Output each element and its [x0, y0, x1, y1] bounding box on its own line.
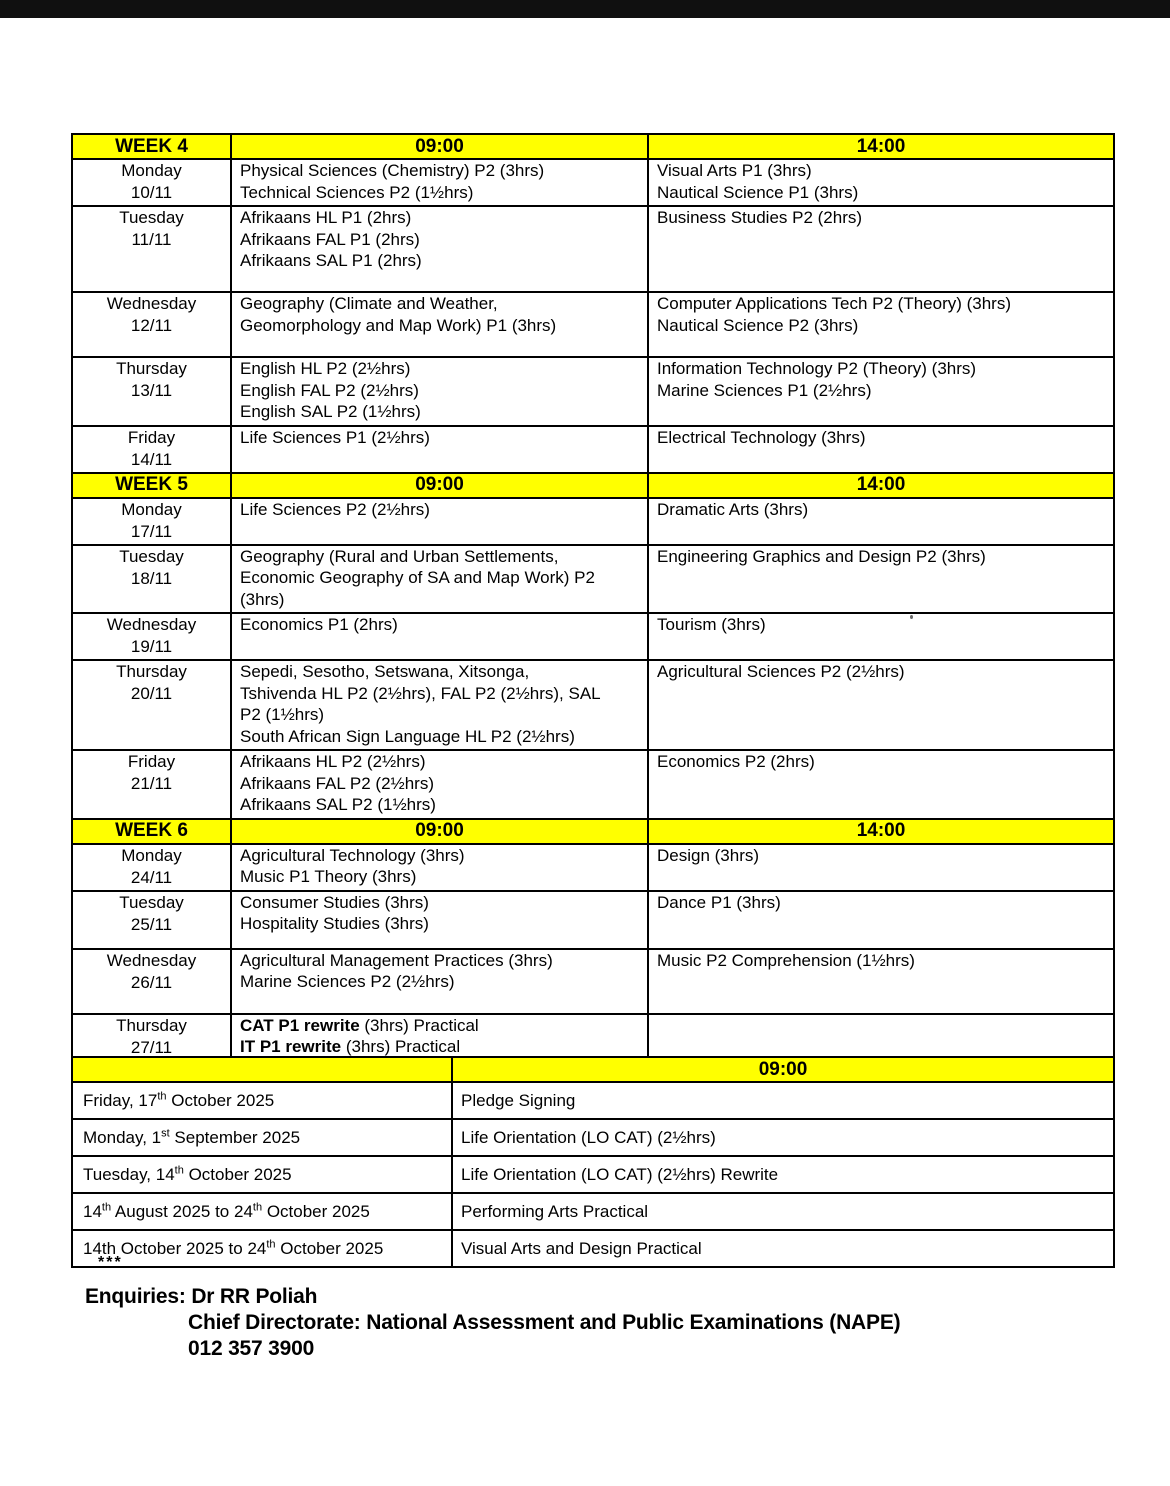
- day-name: Thursday: [116, 662, 187, 681]
- exam-entry: English HL P2 (2½hrs): [240, 359, 411, 378]
- day-date: 13/11: [130, 381, 173, 400]
- morning-exams: [231, 891, 648, 949]
- footnote-asterisks: ***: [98, 1254, 123, 1271]
- exam-entry: Marine Sciences P2 (2½hrs): [240, 972, 455, 991]
- exam-entry: Business Studies P2 (2hrs): [657, 208, 863, 227]
- exam-row: [72, 159, 1114, 206]
- morning-exams: [231, 206, 648, 292]
- afternoon-exams: [648, 206, 1114, 292]
- assessment-row: [72, 1082, 1114, 1119]
- exam-entry: P2 (1½hrs): [240, 705, 325, 724]
- exam-row: [72, 1014, 1114, 1061]
- day-cell: [72, 891, 231, 949]
- day-cell: [72, 613, 231, 660]
- day-name: Tuesday: [119, 892, 184, 912]
- assessment-name: Pledge Signing: [452, 1082, 1114, 1119]
- morning-exams: [231, 660, 648, 750]
- exam-entry: Geomorphology and Map Work) P1 (3hrs): [240, 315, 557, 335]
- day-date: 18/11: [130, 568, 173, 588]
- exam-entry: Hospitality Studies (3hrs): [240, 914, 429, 933]
- exam-row: [72, 844, 1114, 891]
- day-date: 24/11: [130, 867, 173, 887]
- afternoon-exams: [648, 357, 1114, 426]
- assessment-row: [72, 1193, 1114, 1230]
- day-date: 19/11: [130, 637, 173, 656]
- week-label: WEEK 5: [72, 473, 231, 498]
- day-name: Friday: [127, 427, 176, 447]
- morning-exams: [231, 357, 648, 426]
- exam-entry: Agricultural Sciences P2 (2½hrs): [657, 662, 905, 681]
- day-name: Wednesday: [106, 615, 197, 634]
- day-name: Thursday: [116, 1015, 187, 1035]
- exam-entry: South African Sign Language HL P2 (2½hrs): [240, 726, 575, 746]
- date-range: Friday, 17th October 2025: [72, 1082, 452, 1119]
- exam-entry: Technical Sciences P2 (1½hrs): [240, 182, 474, 202]
- day-cell: [72, 206, 231, 292]
- exam-row: [72, 750, 1114, 819]
- day-name: Monday: [121, 499, 182, 519]
- day-date: 21/11: [130, 774, 173, 793]
- day-name: Friday: [127, 752, 176, 771]
- afternoon-exams: [648, 426, 1114, 473]
- exam-entry: Music P2 Comprehension (1½hrs): [657, 950, 915, 970]
- exam-row: [72, 498, 1114, 545]
- exam-entry: CAT P1 rewrite (3hrs) Practical: [240, 1015, 479, 1035]
- exam-entry: Physical Sciences (Chemistry) P2 (3hrs): [240, 161, 545, 180]
- morning-exams: [231, 1014, 648, 1061]
- day-name: Wednesday: [106, 294, 197, 313]
- morning-exams: [231, 426, 648, 473]
- exam-entry: Dramatic Arts (3hrs): [657, 499, 809, 519]
- extra-header-0900: 09:00: [452, 1057, 1114, 1082]
- day-cell: [72, 660, 231, 750]
- exam-entry: Nautical Science P1 (3hrs): [657, 182, 859, 202]
- exam-entry: Electrical Technology (3hrs): [657, 427, 866, 447]
- assessment-name: Life Orientation (LO CAT) (2½hrs) Rewrite: [452, 1156, 1114, 1193]
- day-cell: [72, 426, 231, 473]
- day-name: Monday: [121, 161, 182, 180]
- enquiries-label: Enquiries:: [85, 1285, 186, 1308]
- day-cell: [72, 545, 231, 614]
- day-date: 17/11: [130, 521, 173, 541]
- date-range: Monday, 1st September 2025: [72, 1119, 452, 1156]
- day-date: 20/11: [130, 684, 173, 703]
- morning-exams: [231, 613, 648, 660]
- exam-entry: Afrikaans SAL P2 (1½hrs): [240, 795, 436, 814]
- exam-entry: English FAL P2 (2½hrs): [240, 380, 419, 400]
- session-time-1400: 14:00: [648, 819, 1114, 844]
- assessment-row: [72, 1119, 1114, 1156]
- afternoon-exams: [648, 159, 1114, 206]
- afternoon-exams: [648, 498, 1114, 545]
- extra-header-row: [72, 1057, 1114, 1082]
- exam-entry: Economic Geography of SA and Map Work) P2: [240, 568, 595, 587]
- exam-entry: Life Sciences P1 (2½hrs): [240, 427, 430, 447]
- date-range: 14th October 2025 to 24th October 2025: [72, 1230, 452, 1267]
- day-cell: [72, 292, 231, 357]
- day-name: Tuesday: [119, 546, 184, 566]
- extra-header-blank: [72, 1057, 452, 1082]
- day-cell: [72, 159, 231, 206]
- morning-exams: [231, 844, 648, 891]
- week-label: WEEK 6: [72, 819, 231, 844]
- day-date: 27/11: [130, 1037, 173, 1057]
- exam-entry: Visual Arts P1 (3hrs): [657, 161, 812, 180]
- day-date: 25/11: [130, 914, 173, 934]
- exam-row: [72, 545, 1114, 614]
- exam-entry: IT P1 rewrite (3hrs) Practical: [240, 1037, 461, 1056]
- exam-entry: Tshivenda HL P2 (2½hrs), FAL P2 (2½hrs), SAL: [240, 683, 601, 703]
- exam-entry: Afrikaans HL P2 (2½hrs): [240, 752, 426, 771]
- session-time-1400: 14:00: [648, 473, 1114, 498]
- exam-entry: Engineering Graphics and Design P2 (3hrs): [657, 546, 986, 566]
- assessment-row: [72, 1230, 1114, 1267]
- enquiries-line: [85, 1284, 900, 1310]
- exam-entry: Agricultural Management Practices (3hrs): [240, 950, 553, 970]
- afternoon-exams: [648, 891, 1114, 949]
- exam-entry: Afrikaans HL P1 (2hrs): [240, 208, 412, 227]
- afternoon-exams: [648, 545, 1114, 614]
- exam-row: [72, 891, 1114, 949]
- exam-entry: Life Sciences P2 (2½hrs): [240, 499, 430, 519]
- exam-entry: (3hrs): [240, 589, 285, 609]
- date-range: 14th August 2025 to 24th October 2025: [72, 1193, 452, 1230]
- exam-row: [72, 949, 1114, 1014]
- day-name: Tuesday: [119, 208, 184, 227]
- week-label: WEEK 4: [72, 134, 231, 159]
- day-cell: [72, 1014, 231, 1061]
- day-cell: [72, 750, 231, 819]
- morning-exams: [231, 545, 648, 614]
- afternoon-exams: [648, 1014, 1114, 1061]
- exam-row: [72, 357, 1114, 426]
- other-assessments-table: [71, 1056, 1115, 1268]
- day-cell: [72, 949, 231, 1014]
- day-cell: [72, 357, 231, 426]
- exam-entry: Nautical Science P2 (3hrs): [657, 315, 859, 335]
- exam-entry: Geography (Rural and Urban Settlements,: [240, 546, 559, 566]
- exam-row: [72, 613, 1114, 660]
- assessment-name: Performing Arts Practical: [452, 1193, 1114, 1230]
- session-time-1400: 14:00: [648, 134, 1114, 159]
- exam-entry: Agricultural Technology (3hrs): [240, 845, 465, 865]
- exam-entry: Afrikaans SAL P1 (2hrs): [240, 251, 422, 270]
- scan-speck: [910, 615, 913, 619]
- exam-entry: Information Technology P2 (Theory) (3hrs): [657, 359, 977, 378]
- date-range: Tuesday, 14th October 2025: [72, 1156, 452, 1193]
- exam-entry: Computer Applications Tech P2 (Theory) (3hrs): [657, 294, 1012, 313]
- day-date: 26/11: [130, 972, 173, 992]
- exam-entry: Design (3hrs): [657, 845, 760, 865]
- day-cell: [72, 844, 231, 891]
- week-header-row: [72, 134, 1114, 159]
- day-date: 12/11: [130, 316, 173, 335]
- exam-row: [72, 292, 1114, 357]
- scan-edge-bar: [0, 0, 1170, 18]
- enquiries-block: [85, 1284, 900, 1362]
- day-name: Monday: [121, 845, 182, 865]
- session-time-0900: 09:00: [231, 473, 648, 498]
- afternoon-exams: [648, 949, 1114, 1014]
- day-name: Thursday: [116, 359, 187, 378]
- afternoon-exams: [648, 292, 1114, 357]
- exam-entry: English SAL P2 (1½hrs): [240, 402, 421, 421]
- session-time-0900: 09:00: [231, 819, 648, 844]
- day-date: 14/11: [130, 449, 173, 469]
- exam-entry: Marine Sciences P1 (2½hrs): [657, 380, 872, 400]
- assessment-row: [72, 1156, 1114, 1193]
- morning-exams: [231, 159, 648, 206]
- afternoon-exams: [648, 750, 1114, 819]
- morning-exams: [231, 750, 648, 819]
- exam-entry: Economics P1 (2hrs): [240, 615, 398, 634]
- assessment-name: Life Orientation (LO CAT) (2½hrs): [452, 1119, 1114, 1156]
- exam-entry: Music P1 Theory (3hrs): [240, 867, 417, 886]
- exam-row: [72, 426, 1114, 473]
- exam-row: [72, 206, 1114, 292]
- afternoon-exams: [648, 660, 1114, 750]
- morning-exams: [231, 292, 648, 357]
- exam-entry: Economics P2 (2hrs): [657, 752, 815, 771]
- day-cell: [72, 498, 231, 545]
- week-header-row: [72, 473, 1114, 498]
- assessment-name: Visual Arts and Design Practical: [452, 1230, 1114, 1267]
- day-name: Wednesday: [106, 950, 197, 970]
- day-date: 11/11: [131, 230, 172, 249]
- exam-entry: Afrikaans FAL P2 (2½hrs): [240, 773, 435, 793]
- exam-entry: Geography (Climate and Weather,: [240, 294, 498, 313]
- exam-entry: Dance P1 (3hrs): [657, 892, 781, 912]
- week-header-row: [72, 819, 1114, 844]
- enquiries-directorate: Chief Directorate: National Assessment and Public Examinations (NAPE): [188, 1311, 901, 1334]
- exam-entry: Consumer Studies (3hrs): [240, 892, 429, 912]
- exam-entry: Afrikaans FAL P1 (2hrs): [240, 229, 420, 249]
- morning-exams: [231, 949, 648, 1014]
- session-time-0900: 09:00: [231, 134, 648, 159]
- exam-entry: Tourism (3hrs): [657, 615, 766, 634]
- morning-exams: [231, 498, 648, 545]
- afternoon-exams: [648, 613, 1114, 660]
- exam-timetable: [71, 133, 1115, 1062]
- exam-entry: Sepedi, Sesotho, Setswana, Xitsonga,: [240, 662, 530, 681]
- enquiries-name: Dr RR Poliah: [191, 1285, 318, 1308]
- day-date: 10/11: [130, 183, 173, 202]
- afternoon-exams: [648, 844, 1114, 891]
- exam-row: [72, 660, 1114, 750]
- enquiries-phone: 012 357 3900: [188, 1337, 315, 1360]
